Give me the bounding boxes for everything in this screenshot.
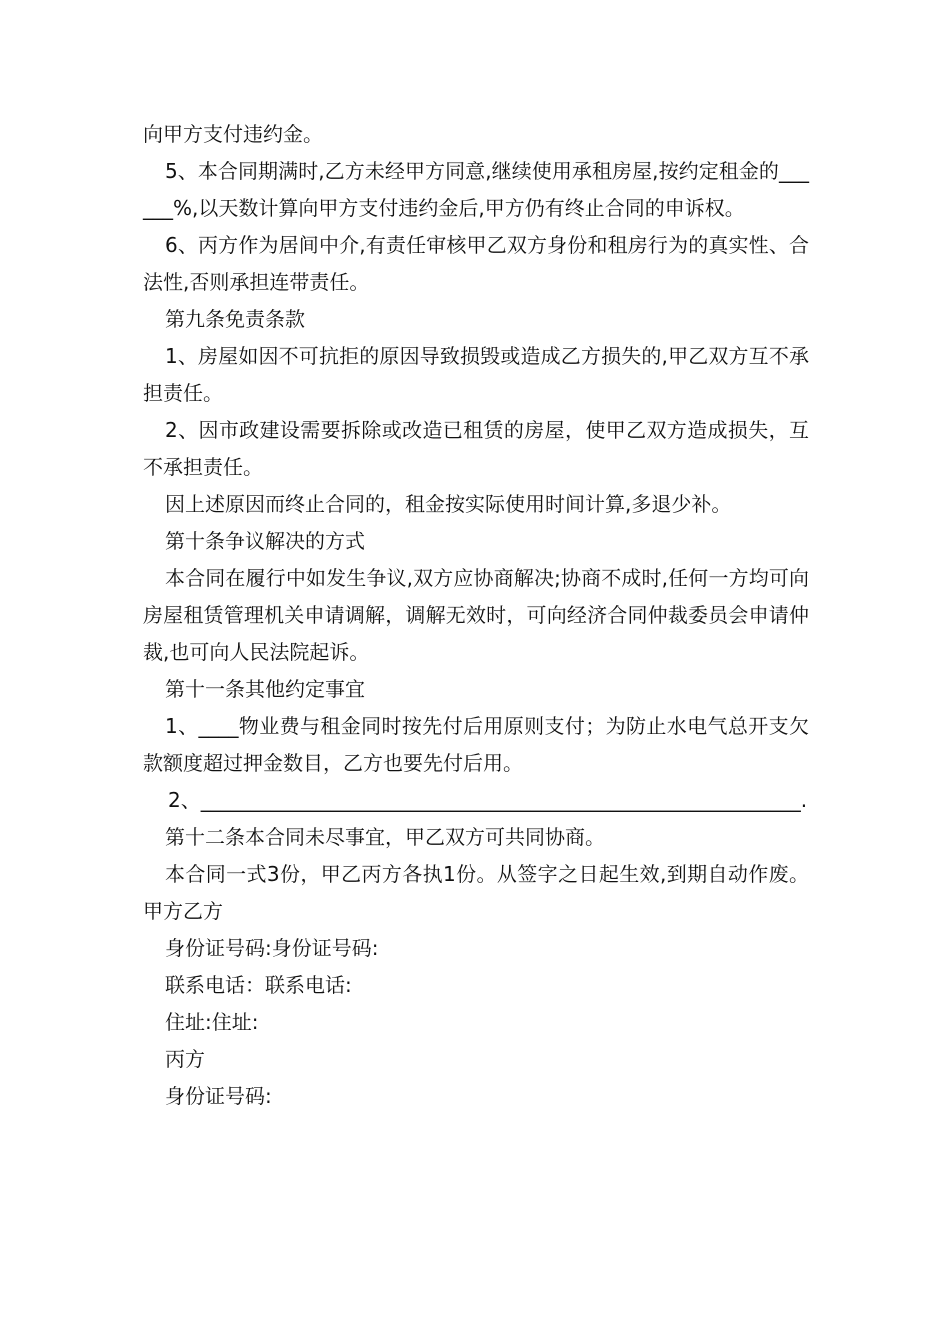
paragraph-other-2: 2、____________________________________________________________. [168, 788, 808, 812]
field-address: 住址:住址: [165, 1010, 259, 1034]
paragraph-clause-5: 5、本合同期满时,乙方未经甲方同意,继续使用承租房屋,按约定租金的______%,以天数计算向甲方支付违约金后,甲方仍有终止合同的申诉权。 [143, 159, 809, 220]
field-phone: 联系电话：联系电话: [165, 973, 352, 997]
paragraph-copies: 本合同一式3份，甲乙丙方各执1份。从签字之日起生效,到期自动作废。甲方乙方 [143, 862, 809, 923]
paragraph-dispute: 本合同在履行中如发生争议,双方应协商解决;协商不成时,任何一方均可向房屋租赁管理机关申请调解，调解无效时，可向经济合同仲裁委员会申请仲裁,也可向人民法院起诉。 [143, 566, 809, 664]
section-heading-11: 第十一条其他约定事宜 [165, 677, 365, 701]
paragraph-termination-rent: 因上述原因而终止合同的，租金按实际使用时间计算,多退少补。 [165, 492, 732, 516]
section-heading-10: 第十条争议解决的方式 [165, 529, 365, 553]
field-party-c-id: 身份证号码: [165, 1084, 272, 1108]
document-page [143, 116, 809, 1115]
paragraph-exemption-2: 2、因市政建设需要拆除或改造已租赁的房屋，使甲乙双方造成损失，互不承担责任。 [143, 418, 809, 479]
paragraph-exemption-1: 1、房屋如因不可抗拒的原因导致损毁或造成乙方损失的,甲乙双方互不承担责任。 [143, 344, 809, 405]
paragraph-other-1: 1、____物业费与租金同时按先付后用原则支付；为防止水电气总开支欠款额度超过押金数目，乙方也要先付后用。 [143, 714, 809, 775]
field-id-number: 身份证号码:身份证号码: [165, 936, 379, 960]
section-heading-12: 第十二条本合同未尽事宜，甲乙双方可共同协商。 [165, 825, 605, 849]
paragraph-penalty-tail: 向甲方支付违约金。 [143, 122, 323, 146]
paragraph-clause-6: 6、丙方作为居间中介,有责任审核甲乙双方身份和租房行为的真实性、合法性,否则承担连带责任。 [143, 233, 809, 294]
party-c-label: 丙方 [165, 1047, 205, 1071]
section-heading-9: 第九条免责条款 [165, 307, 305, 331]
